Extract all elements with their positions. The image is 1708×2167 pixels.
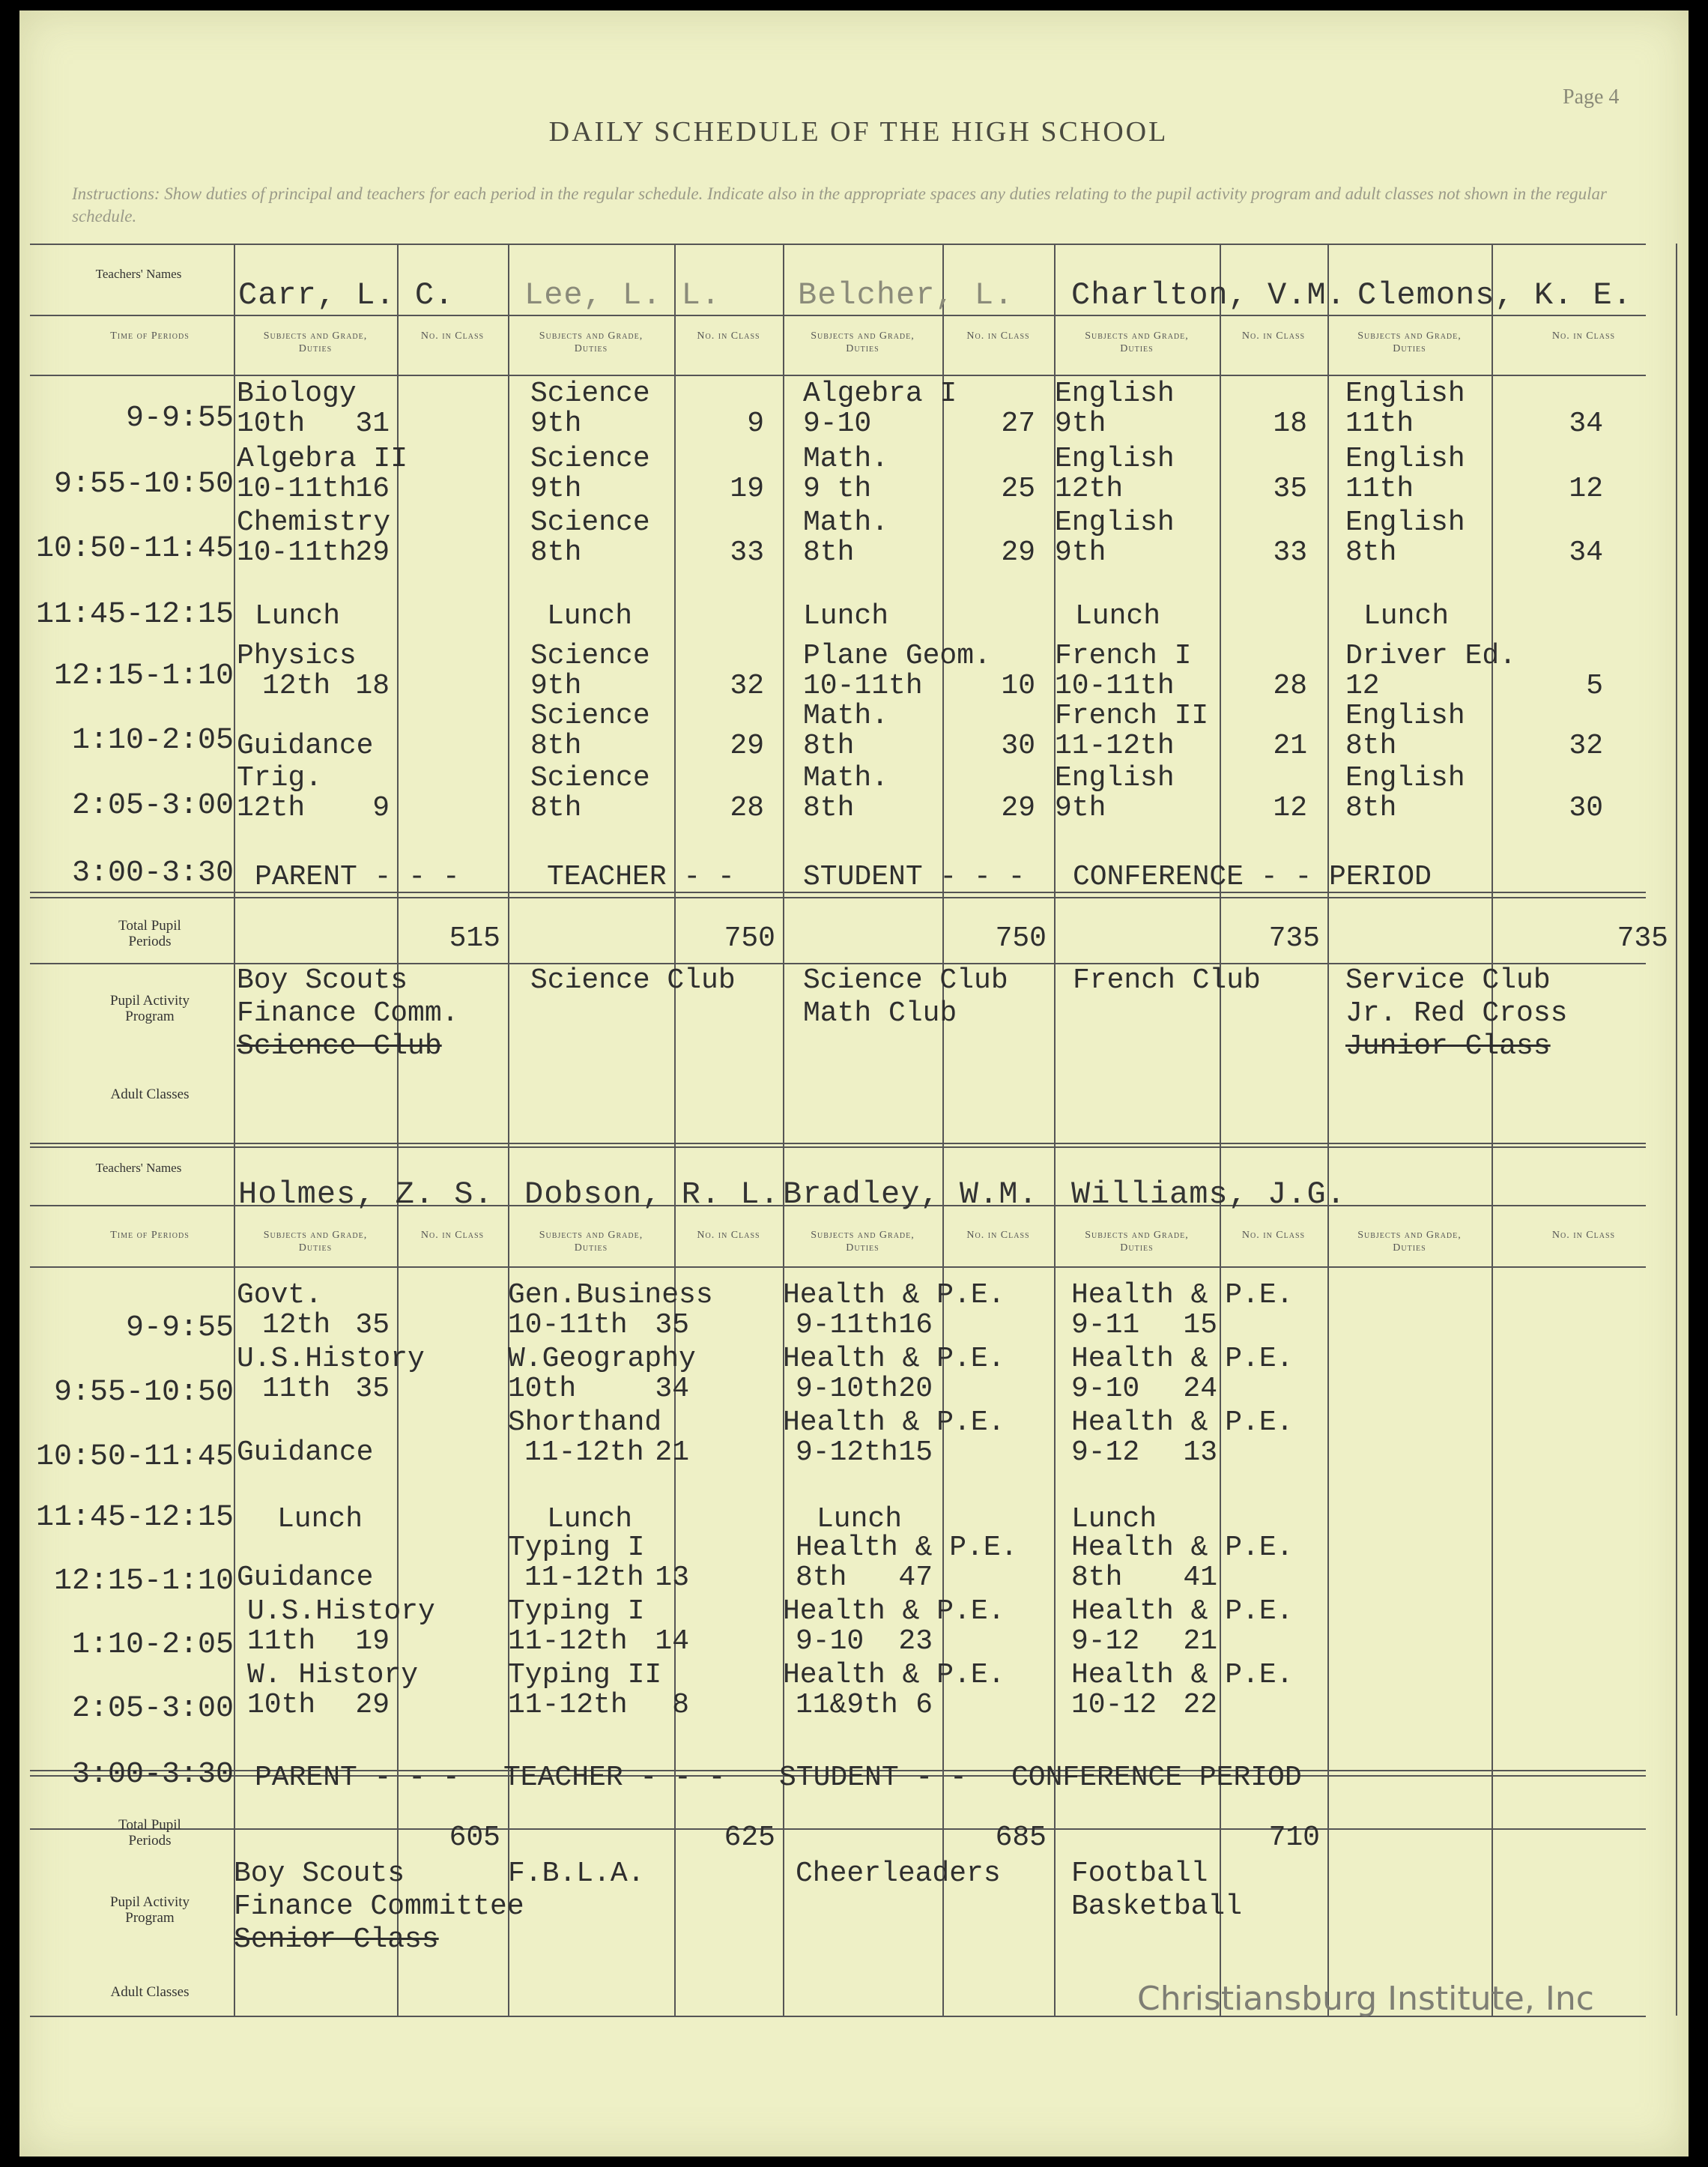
class-count: 34 [1569, 537, 1603, 569]
period-time: 3:00-3:30 [71, 856, 234, 890]
total-value: 605 [449, 1822, 500, 1854]
subject-entry: Guidance [237, 1562, 374, 1594]
adult-classes-label: Adult Classes [110, 1984, 190, 2000]
period-time: 10:50-11:45 [35, 532, 234, 566]
subject-entry: 9th [1055, 537, 1106, 569]
period-time: 10:50-11:45 [35, 1440, 234, 1474]
subject-entry: 10-11th [803, 670, 923, 702]
subject-entry: 10-11th [237, 473, 357, 505]
subject-entry: 8th [530, 792, 582, 824]
class-count: 29 [1001, 792, 1035, 824]
period-time: 1:10-2:05 [71, 1628, 234, 1662]
period-time: 12:15-1:10 [53, 1565, 234, 1598]
no-in-class-header: No. in Class [1241, 1230, 1306, 1241]
class-count: 18 [355, 670, 390, 702]
subjects-header: Subjects and Grade, Duties [263, 330, 368, 354]
activity-item: Math Club [803, 997, 957, 1030]
subject-entry: 12th [1055, 473, 1124, 505]
subject-entry: 9th [1055, 408, 1106, 440]
period-time: 3:00-3:30 [71, 1758, 234, 1792]
class-count: 21 [1273, 730, 1307, 762]
teacher-name: Williams, J.G. [1071, 1176, 1346, 1212]
subject-entry: Health & P.E. [783, 1343, 1005, 1375]
pupil-activity-label: Pupil Activity Program [109, 1894, 190, 1926]
activity-item: Service Club [1345, 964, 1551, 997]
subject-entry: Health & P.E. [1071, 1343, 1294, 1375]
class-count: 35 [1273, 473, 1307, 505]
subject-entry: 12th [262, 1309, 331, 1341]
class-count: 15 [898, 1436, 933, 1469]
subject-entry: Health & P.E. [783, 1406, 1005, 1439]
subject-entry: Lunch [803, 600, 889, 632]
class-count: 20 [898, 1373, 933, 1405]
subject-entry: Science [530, 378, 650, 410]
subject-entry: 9th [1055, 792, 1106, 824]
time-of-periods-label: Time of Periods [110, 330, 190, 342]
subject-entry: W. History [247, 1659, 419, 1691]
teacher-name: Belcher, L. [798, 277, 1014, 313]
subject-entry: English [1055, 378, 1175, 410]
no-in-class-header: No. in Class [1241, 330, 1306, 342]
class-count: 29 [355, 537, 390, 569]
total-value: 735 [1268, 922, 1320, 955]
teacher-name: Carr, L. C. [238, 277, 455, 313]
subject-entry: 8th [803, 730, 855, 762]
subject-entry: Driver Ed. [1345, 640, 1517, 672]
subject-entry: 10th [247, 1689, 316, 1721]
class-count: 23 [898, 1625, 933, 1657]
subject-entry: Health & P.E. [783, 1279, 1005, 1311]
total-value: 735 [1617, 922, 1668, 955]
subject-entry: 8th [1345, 730, 1397, 762]
activity-item: Science Club [237, 1030, 442, 1063]
subject-entry: English [1345, 443, 1465, 475]
teacher-name: Clemons, K. E. [1357, 277, 1632, 313]
adult-classes-label: Adult Classes [110, 1086, 190, 1102]
watermark: Christiansburg Institute, Inc [1137, 1980, 1594, 2018]
subject-entry: Science [530, 507, 650, 539]
period-time: 2:05-3:00 [71, 789, 234, 823]
teacher-name: Bradley, W.M. [783, 1176, 1038, 1212]
no-in-class-header: No. in Class [1551, 1230, 1616, 1241]
grid-vline [1054, 1143, 1056, 2016]
subject-entry: 9-12 [1071, 1436, 1140, 1469]
class-count: 15 [1183, 1309, 1217, 1341]
subject-entry: 8th [530, 730, 582, 762]
grid-hline [30, 1266, 1646, 1268]
subject-entry: Chemistry [237, 507, 391, 539]
class-count: 24 [1183, 1373, 1217, 1405]
subject-entry: Lunch [1363, 600, 1450, 632]
subject-entry: Gen.Business [508, 1279, 713, 1311]
subject-entry: French I [1055, 640, 1192, 672]
subject-entry: 11th [1345, 408, 1414, 440]
conference-text: CONFERENCE - - PERIOD [1073, 861, 1432, 893]
activity-item: Cheerleaders [796, 1858, 1001, 1890]
subject-entry: Lunch [817, 1503, 903, 1535]
subject-entry: Shorthand [508, 1406, 662, 1439]
class-count: 34 [1569, 408, 1603, 440]
grid-hline [30, 1146, 1646, 1148]
subject-entry: Math. [803, 700, 889, 732]
subject-entry: 9-11 [1071, 1309, 1140, 1341]
teacher-name: Dobson, R. L. [524, 1176, 780, 1212]
subject-entry: 11-12th [524, 1562, 644, 1594]
page-number: Page 4 [1563, 85, 1620, 109]
subject-entry: Health & P.E. [1071, 1406, 1294, 1439]
teacher-name: Holmes, Z. S. [238, 1176, 494, 1212]
subject-entry: Health & P.E. [783, 1595, 1005, 1627]
activity-item: Senior Class [234, 1923, 439, 1956]
subjects-header: Subjects and Grade, Duties [263, 1230, 368, 1254]
class-count: 30 [1001, 730, 1035, 762]
subject-entry: Science [530, 700, 650, 732]
subject-entry: 10-11th [508, 1309, 628, 1341]
teacher-name: Lee, L. L. [524, 277, 721, 313]
class-count: 34 [655, 1373, 689, 1405]
subject-entry: English [1345, 762, 1465, 794]
conference-text: PARENT - - - [255, 861, 460, 893]
class-count: 35 [355, 1309, 390, 1341]
subject-entry: 12 [1345, 670, 1380, 702]
grid-vline [783, 1143, 784, 2016]
class-count: 28 [1273, 670, 1307, 702]
class-count: 29 [730, 730, 764, 762]
grid-vline [1676, 244, 1677, 1146]
class-count: 22 [1183, 1689, 1217, 1721]
subjects-header: Subjects and Grade, Duties [1085, 330, 1189, 354]
subject-entry: English [1055, 762, 1175, 794]
total-value: 750 [995, 922, 1047, 955]
subject-entry: English [1345, 700, 1465, 732]
no-in-class-header: No. in Class [420, 330, 485, 342]
subject-entry: 9-10 [796, 1625, 864, 1657]
subject-entry: Trig. [237, 762, 323, 794]
conference-text: STUDENT - - [779, 1762, 967, 1794]
conference-text: PARENT - - - [255, 1762, 460, 1794]
period-time: 9:55-10:50 [53, 1376, 234, 1409]
class-count: 9 [747, 408, 764, 440]
subject-entry: 8th [530, 537, 582, 569]
subject-entry: 8th [1071, 1562, 1123, 1594]
subject-entry: Science [530, 640, 650, 672]
no-in-class-header: No. in Class [697, 1230, 760, 1241]
class-count: 13 [1183, 1436, 1217, 1469]
subject-entry: English [1345, 507, 1465, 539]
document-page [19, 10, 1689, 2157]
subject-entry: Health & P.E. [1071, 1659, 1294, 1691]
class-count: 41 [1183, 1562, 1217, 1594]
class-count: 9 [372, 792, 390, 824]
instructions: Instructions: Show duties of principal and teachers for each period in the regular schedule. Indicate also in the appropriate spaces any duties relating to the pupil activity program and adult classes not shown in the regular schedule. [72, 184, 1607, 226]
conference-text: CONFERENCE PERIOD [1011, 1762, 1302, 1794]
class-count: 33 [730, 537, 764, 569]
class-count: 25 [1001, 473, 1035, 505]
grid-vline [234, 244, 235, 1146]
subject-entry: Math. [803, 507, 889, 539]
subject-entry: Guidance [237, 730, 374, 762]
period-time: 12:15-1:10 [53, 659, 234, 693]
teachers-names-label: Teachers' Names [95, 267, 182, 281]
total-value: 515 [449, 922, 500, 955]
activity-item: Football [1071, 1858, 1208, 1890]
activity-item: Boy Scouts [237, 964, 408, 997]
subject-entry: Math. [803, 762, 889, 794]
period-time: 11:45-12:15 [35, 1501, 234, 1535]
grid-vline [508, 244, 509, 1146]
subject-entry: 10-11th [237, 537, 357, 569]
conference-text: TEACHER - - - [503, 1762, 726, 1794]
no-in-class-header: No. in Class [420, 1230, 485, 1241]
grid-vline [783, 244, 784, 1146]
subject-entry: Govt. [237, 1279, 323, 1311]
class-count: 28 [730, 792, 764, 824]
subject-entry: English [1055, 443, 1175, 475]
subject-entry: 11-12th [508, 1689, 628, 1721]
grid-vline [1676, 1143, 1677, 2016]
subjects-header: Subjects and Grade, Duties [811, 1230, 915, 1254]
subject-entry: Guidance [237, 1436, 374, 1469]
page-title: DAILY SCHEDULE OF THE HIGH SCHOOL [548, 116, 1169, 148]
subjects-header: Subjects and Grade, Duties [1357, 330, 1462, 354]
grid-vline [1220, 1143, 1221, 2016]
total-pupil-periods-label: Total Pupil Periods [118, 918, 181, 949]
subject-entry: Lunch [1075, 600, 1161, 632]
subject-entry: Lunch [547, 1503, 633, 1535]
activity-item: Basketball [1071, 1891, 1243, 1923]
grid-hline [30, 897, 1646, 898]
class-count: 31 [355, 408, 390, 440]
subject-entry: Science [530, 762, 650, 794]
subject-entry: Biology [237, 378, 357, 410]
class-count: 35 [655, 1309, 689, 1341]
activity-item: Boy Scouts [234, 1858, 405, 1890]
subject-entry: Science [530, 443, 650, 475]
subject-entry: 8th [796, 1562, 847, 1594]
subject-entry: 11th [247, 1625, 316, 1657]
period-time: 2:05-3:00 [71, 1692, 234, 1726]
subject-entry: 8th [803, 792, 855, 824]
subjects-header: Subjects and Grade, Duties [539, 1230, 643, 1254]
subject-entry: Algebra I [803, 378, 957, 410]
subject-entry: 11-12th [508, 1625, 628, 1657]
activity-item: Jr. Red Cross [1345, 997, 1568, 1030]
subject-entry: Health & P.E. [1071, 1532, 1294, 1564]
class-count: 32 [1569, 730, 1603, 762]
subject-entry: 11th [262, 1373, 331, 1405]
subjects-header: Subjects and Grade, Duties [539, 330, 643, 354]
subject-entry: 11th [1345, 473, 1414, 505]
grid-hline [30, 375, 1646, 376]
activity-item: Finance Committee [234, 1891, 524, 1923]
period-time: 11:45-12:15 [35, 598, 234, 632]
subject-entry: English [1345, 378, 1465, 410]
subject-entry: Algebra II [237, 443, 408, 475]
grid-vline [674, 244, 676, 1146]
class-count: 29 [355, 1689, 390, 1721]
no-in-class-header: No. in Class [966, 1230, 1030, 1241]
period-time: 1:10-2:05 [71, 724, 234, 758]
subject-entry: Health & P.E. [783, 1659, 1005, 1691]
subject-entry: 8th [1345, 537, 1397, 569]
class-count: 21 [655, 1436, 689, 1469]
conference-text: STUDENT - - - [803, 861, 1026, 893]
class-count: 47 [898, 1562, 933, 1594]
subject-entry: Health & P.E. [1071, 1595, 1294, 1627]
total-value: 685 [995, 1822, 1047, 1854]
subjects-header: Subjects and Grade, Duties [1357, 1230, 1462, 1254]
subject-entry: Plane Geom. [803, 640, 991, 672]
subject-entry: 9-10 [803, 408, 872, 440]
class-count: 35 [355, 1373, 390, 1405]
subject-entry: W.Geography [508, 1343, 696, 1375]
subject-entry: 9th [530, 408, 582, 440]
class-count: 10 [1001, 670, 1035, 702]
teachers-names-label: Teachers' Names [95, 1161, 182, 1175]
no-in-class-header: No. in Class [1551, 330, 1616, 342]
class-count: 19 [355, 1625, 390, 1657]
class-count: 13 [655, 1562, 689, 1594]
subject-entry: Math. [803, 443, 889, 475]
class-count: 16 [355, 473, 390, 505]
grid-hline [30, 1828, 1646, 1830]
activity-item: F.B.L.A. [508, 1858, 645, 1890]
subject-entry: 12th [237, 792, 306, 824]
subject-entry: 11-12th [524, 1436, 644, 1469]
subject-entry: Lunch [277, 1503, 363, 1535]
class-count: 5 [1586, 670, 1603, 702]
class-count: 27 [1001, 408, 1035, 440]
subject-entry: 8th [803, 537, 855, 569]
subject-entry: 9-12th [796, 1436, 898, 1469]
subject-entry: Physics [237, 640, 357, 672]
subject-entry: 10th [508, 1373, 577, 1405]
subject-entry: U.S.History [247, 1595, 435, 1627]
grid-hline [30, 1143, 1646, 1144]
class-count: 30 [1569, 792, 1603, 824]
class-count: 29 [1001, 537, 1035, 569]
grid-vline [1327, 1143, 1329, 2016]
subject-entry: Health & P.E. [1071, 1279, 1294, 1311]
activity-item: Finance Comm. [237, 997, 459, 1030]
subject-entry: 9-11th [796, 1309, 898, 1341]
no-in-class-header: No. in Class [697, 330, 760, 342]
class-count: 21 [1183, 1625, 1217, 1657]
grid-vline [1220, 244, 1221, 1146]
subject-entry: 10-12 [1071, 1689, 1157, 1721]
subjects-header: Subjects and Grade, Duties [1085, 1230, 1189, 1254]
total-value: 625 [724, 1822, 775, 1854]
class-count: 12 [1569, 473, 1603, 505]
subject-entry: Lunch [255, 600, 341, 632]
subject-entry: 11&9th [796, 1689, 898, 1721]
subject-entry: 11-12th [1055, 730, 1175, 762]
subject-entry: French II [1055, 700, 1209, 732]
activity-item: Science Club [530, 964, 736, 997]
period-time: 9-9:55 [125, 1311, 234, 1345]
subject-entry: Lunch [547, 600, 633, 632]
class-count: 16 [898, 1309, 933, 1341]
time-of-periods-label: Time of Periods [110, 1230, 190, 1241]
total-value: 710 [1268, 1822, 1320, 1854]
subject-entry: Lunch [1071, 1503, 1157, 1535]
total-value: 750 [724, 922, 775, 955]
subject-entry: 9-10th [796, 1373, 898, 1405]
subject-entry: 8th [1345, 792, 1397, 824]
class-count: 18 [1273, 408, 1307, 440]
conference-text: TEACHER - - [547, 861, 735, 893]
class-count: 33 [1273, 537, 1307, 569]
activity-item: French Club [1073, 964, 1261, 997]
activity-item: Science Club [803, 964, 1008, 997]
class-count: 32 [730, 670, 764, 702]
subject-entry: U.S.History [237, 1343, 425, 1375]
subject-entry: Typing II [508, 1659, 662, 1691]
subject-entry: 10-11th [1055, 670, 1175, 702]
period-time: 9:55-10:50 [53, 468, 234, 501]
subject-entry: 9 th [803, 473, 872, 505]
grid-hline [30, 315, 1646, 316]
class-count: 6 [915, 1689, 933, 1721]
total-pupil-periods-label: Total Pupil Periods [118, 1817, 181, 1849]
class-count: 19 [730, 473, 764, 505]
subject-entry: 9-12 [1071, 1625, 1140, 1657]
subject-entry: 10th [237, 408, 306, 440]
grid-hline [30, 244, 1646, 245]
no-in-class-header: No. in Class [966, 330, 1030, 342]
subject-entry: 9th [530, 473, 582, 505]
pupil-activity-label: Pupil Activity Program [109, 993, 190, 1024]
subject-entry: 12th [262, 670, 331, 702]
subjects-header: Subjects and Grade, Duties [811, 330, 915, 354]
subject-entry: Typing I [508, 1595, 645, 1627]
subject-entry: Typing I [508, 1532, 645, 1564]
class-count: 12 [1273, 792, 1307, 824]
teacher-name: Charlton, V.M. [1071, 277, 1346, 313]
subject-entry: Health & P.E. [796, 1532, 1018, 1564]
period-time: 9-9:55 [125, 402, 234, 435]
subject-entry: 9th [530, 670, 582, 702]
grid-vline [1492, 1143, 1493, 2016]
activity-item: Junior Class [1345, 1030, 1551, 1063]
class-count: 8 [672, 1689, 689, 1721]
class-count: 14 [655, 1625, 689, 1657]
subject-entry: 9-10 [1071, 1373, 1140, 1405]
subject-entry: English [1055, 507, 1175, 539]
grid-vline [1327, 244, 1329, 1146]
